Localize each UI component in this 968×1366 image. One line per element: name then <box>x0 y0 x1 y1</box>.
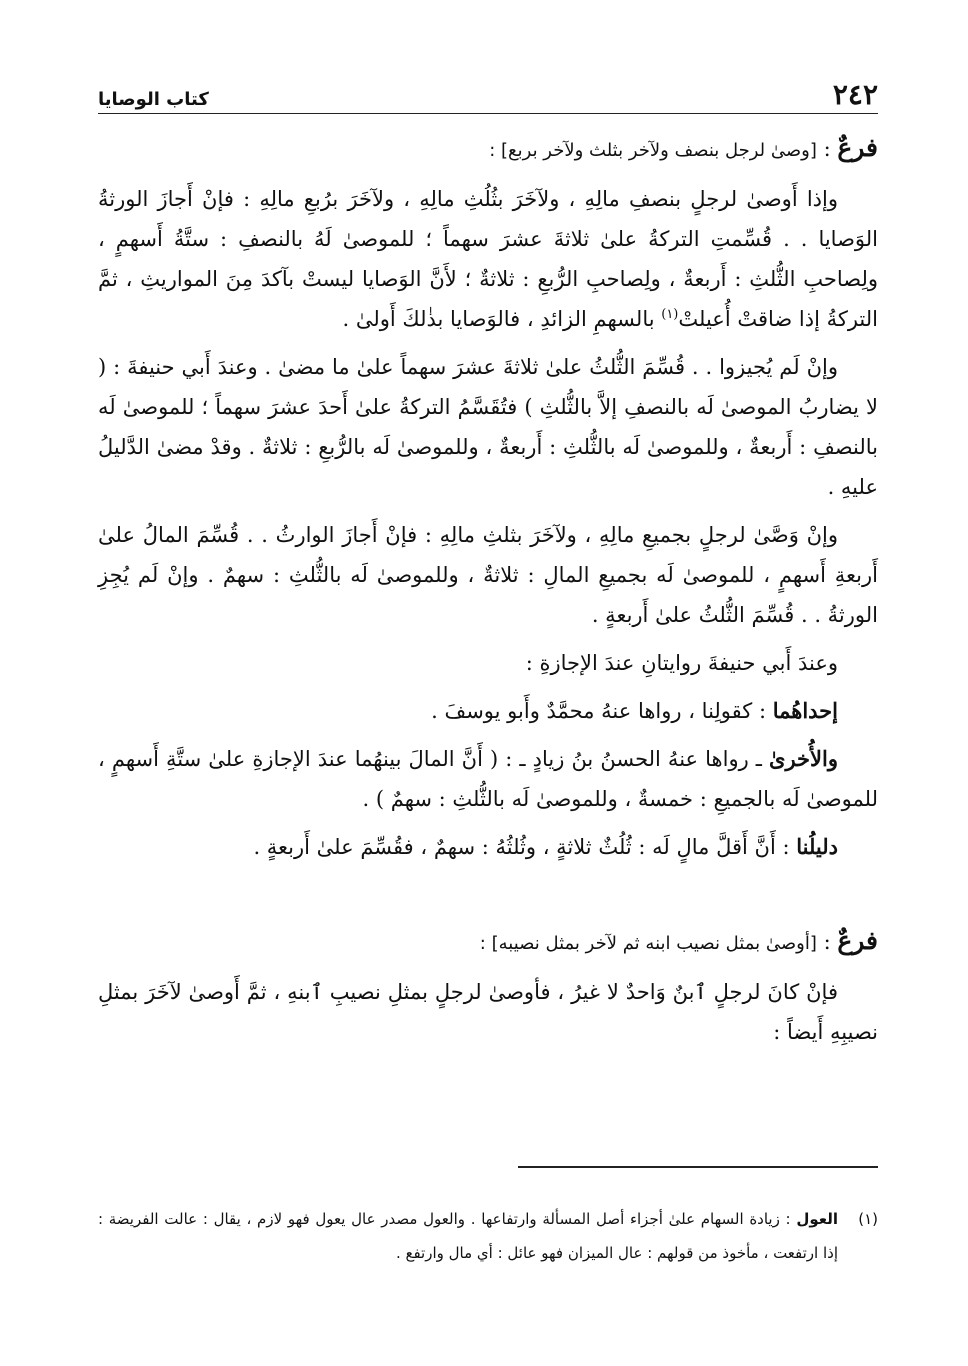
paragraph-text: ـ رواها عنهُ الحسنُ بنُ زيادٍ ـ : ( أَنَّ المالَ بينهُما عندَ الإجازةِ علىٰ ستَّةِ أَسهمٍ ، للموصىٰ لَه بالجميعِ : خمسةٌ ، وللموصىٰ لَه بالثُّلثِ : سهمٌ ) . <box>98 747 878 811</box>
paragraph-text: : كقولِنا ، رواها عنهُ محمَّدٌ وأَبو يوسفَ . <box>431 699 773 723</box>
paragraph <box>98 347 878 507</box>
branch-title: [وصىٰ لرجل بنصف ولآخر بثلث ولآخر بربع] : <box>489 140 817 161</box>
section-heading <box>98 128 878 171</box>
paragraph <box>98 643 878 683</box>
footnote-divider <box>518 1166 878 1168</box>
running-title: كتاب الوصايا <box>98 89 209 110</box>
heading-separator: : <box>816 137 838 161</box>
paragraph-text: وإذا أَوصىٰ لرجلٍ بنصفِ مالِهِ ، ولآخَرَ بثُلُثِ مالِهِ ، ولآخَرَ برُبعِ مالِهِ : فإنْ أَجازَ الورثةُ الوَصايا . . قُسِّمتِ التركةُ علىٰ ثلاثةَ عشرَ سهماً ؛ للموصىٰ لَهُ بالنصفِ : ستَّةُ أَسهمٍ ، ولِصاحبِ الثُّلثِ : أَربعةٌ ، ولِصاحبِ الرُّبعِ : ثلاثةٌ ؛ لأَنَّ الوَصايا ليستْ بآكدَ مِنَ المواريثِ ، ثمَّ التركةُ إذا ضاقتْ أُعيلتْ <box>98 187 878 331</box>
footnote-marker: (١) <box>858 1210 878 1228</box>
footnote-body: : زيادة السهام علىٰ أجزاء أصل المسألة وارتفاعها . والعول مصدر عال يعول فهو لازم ، يقال : عالت الفريضة : إذا ارتفعت ، مأخوذ من قولهم : عال الميزان فهو عائل : أي مال وارتفع . <box>98 1210 838 1262</box>
heading-separator: : <box>816 930 838 954</box>
paragraph-text: فإنْ كانَ لرجلٍ ٱبنٌ وَاحدٌ لا غيرُ ، فأوصىٰ لرجلٍ بمثلِ نصيبِ ٱبنهِ ، ثمَّ أَوصىٰ لآخَرَ بمثلِ نصيبِهِ أَيضاً : <box>98 980 878 1044</box>
footnotes <box>98 1202 878 1270</box>
paragraph-text: وإنْ لَم يُجيزوا . . قُسِّمَ الثُّلثُ علىٰ ثلاثةَ عشرَ سهماً علىٰ ما مضىٰ . وعندَ أَبي حنيفةَ : ( لا يضاربُ الموصىٰ لَه بالنصفِ إلاَّ بالثُّلثِ ) فتُقَسَّمُ التركةُ علىٰ أَحدَ عشرَ سهماً ؛ للموصىٰ لَه بالنصفِ : أَربعةٌ ، وللموصىٰ لَه بالثُّلثِ : أَربعةٌ ، وللموصىٰ لَه بالرُّبعِ : ثلاثةٌ . وقدْ مضىٰ الدَّليلُ عليهِ . <box>98 355 878 499</box>
paragraph-text: وإنْ وَصَّىٰ لرجلٍ بجميعِ مالِهِ ، ولآخَرَ بثلثِ مالِهِ : فإنْ أَجازَ الوارثُ . . قُسِّمَ المالُ علىٰ أَربعةِ أَسهمٍ ، للموصىٰ لَه بجميعِ المالِ : ثلاثةٌ ، وللموصىٰ لَه بالثُّلثِ : سهمٌ . وإنْ لَم يُجِزِ الورثةُ . . قُسِّمَ الثُّلثُ علىٰ أَربعةٍ . <box>98 523 878 627</box>
paragraph-lead: دليلُنا <box>796 834 838 859</box>
section-spacer <box>98 875 878 921</box>
paragraph-lead: والأُخرىٰ <box>769 746 838 771</box>
footnote-lead: العول <box>796 1210 838 1228</box>
footnote-text <box>98 1202 838 1270</box>
paragraph <box>98 972 878 1052</box>
footnote-reference[interactable]: (١) <box>661 307 679 322</box>
page-header <box>98 78 878 114</box>
branch-title: [أوصىٰ بمثل نصيب ابنه ثم لآخر بمثل نصيبه] : <box>479 933 817 954</box>
branch-label: فرعٌ <box>837 926 878 955</box>
section-heading <box>98 921 878 964</box>
paragraph-lead: إحداهُما <box>772 698 838 723</box>
paragraph-text: بالسهمِ الزائدِ ، فالوَصايا بذٰلكَ أَولىٰ . <box>342 307 662 331</box>
paragraph-text: : أَنَّ أَقلَّ مالٍ لَه : ثُلُثٌ ثلاثةٍ ، وثُلثُهُ : سهمٌ ، فقُسِّمَ علىٰ أَربعةٍ . <box>253 835 797 859</box>
paragraph <box>98 515 878 635</box>
paragraph <box>98 179 878 339</box>
main-text <box>98 128 878 1060</box>
paragraph <box>98 827 878 867</box>
branch-label: فرعٌ <box>837 133 878 162</box>
paragraph <box>98 739 878 819</box>
paragraph-text: وعندَ أَبي حنيفةَ روايتانِ عندَ الإجازةِ : <box>525 651 838 675</box>
page-number: ٢٤٢ <box>832 78 878 111</box>
footnote <box>98 1202 878 1270</box>
paragraph <box>98 691 878 731</box>
